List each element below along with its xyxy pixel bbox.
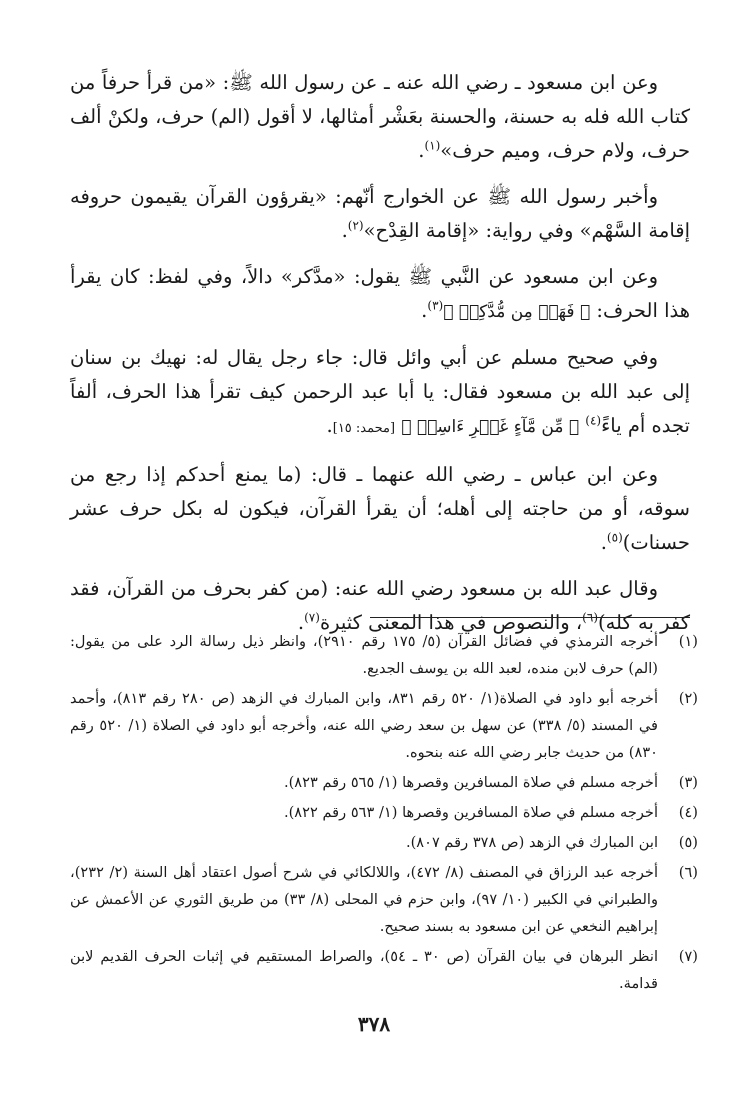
footnote-number: (٦) bbox=[678, 864, 698, 881]
paragraph-4: وفي صحيح مسلم عن أبي وائل قال: جاء رجل يقال له: نهيك بن سنان إلى عبد الله بن مسعود فقال: يا أبا عبد الرحمن كيف تقرأ هذا الحرف، ألفاً تجده أم ياءً$^{(٤)}$ ﴿ مِّن مَّآءٍ غَيۡرِ ءَاسِنٖ ﴾ [محمد: ١٥]. bbox=[70, 346, 690, 437]
footnote-ref-6[interactable]: (٦) bbox=[582, 610, 598, 625]
footnote-6 bbox=[70, 859, 698, 940]
footnote-text: ابن المبارك في الزهد (ص ٣٧٨ رقم ٨٠٧). bbox=[405, 834, 658, 851]
footnote-ref-1[interactable]: (١) bbox=[424, 138, 441, 153]
footnote-3 bbox=[70, 769, 698, 796]
page-number: ٣٧٨ bbox=[357, 1012, 391, 1036]
verse-reference: [محمد: ١٥] bbox=[332, 421, 396, 436]
footnote-2 bbox=[70, 685, 698, 766]
footnote-4 bbox=[70, 799, 698, 826]
footnote-number: (٣) bbox=[678, 774, 698, 791]
footnote-7 bbox=[70, 943, 698, 997]
footnote-number: (٤) bbox=[678, 804, 698, 821]
footnote-ref-2[interactable]: (٢) bbox=[347, 218, 364, 233]
footnote-text: أخرجه عبد الرزاق في المصنف (٨/ ٤٧٢)، واللالكائي في شرح أصول اعتقاد أهل السنة (٢/ ٢٣٢)، والطبراني في الكبير (١٠/ ٩٧)، وابن حزم في المحلى (٨/ ٣٣) من طريق الثوري عن الأعمش عن إبراهيم النخعي عن ابن مسعود به بسند صحيح. bbox=[70, 864, 658, 935]
footnotes bbox=[70, 628, 698, 1000]
footnote-ref-5[interactable]: (٥) bbox=[606, 530, 623, 545]
footnote-number: (٥) bbox=[678, 834, 698, 851]
paragraph-6: وقال عبد الله بن مسعود رضي الله عنه: (من كفر بحرف من القرآن، فقد كفر به كله)$^{(٦)}$، والنصوص في هذا المعنى كثيرة$^{(٧)}$. bbox=[70, 577, 690, 634]
paragraph-3: وعن ابن مسعود عن النَّبي ﷺ يقول: «مدَّكر» دالاً، وفي لفظ: كان يقرأ هذا الحرف: ﴿ فَهَلۡ مِن مُّدَّكِرٖ ﴾$^{(٣)}$. bbox=[70, 265, 690, 322]
main-text bbox=[70, 66, 690, 652]
footnote-number: (٢) bbox=[678, 690, 698, 707]
paragraph-5: وعن ابن عباس ـ رضي الله عنهما ـ قال: (ما يمنع أحدكم إذا رجع من سوقه، أو من حاجته إلى أهله؛ أن يقرأ القرآن، فيكون له بكل حرف عشر حسنات)$^{(٥)}$. bbox=[70, 463, 690, 554]
quran-verse: ﴿ فَهَلۡ مِن مُّدَّكِرٖ ﴾ bbox=[443, 302, 591, 322]
footnote-text: أخرجه مسلم في صلاة المسافرين وقصرها (١/ ٥٦٣ رقم ٨٢٢). bbox=[283, 804, 658, 821]
paragraph-2: وأخبر رسول الله ﷺ عن الخوارج أنّهم: «يقرؤون القرآن يقيمون حروفه إقامة السَّهْم» وفي رواية: «إقامة القِدْح»$^{(٢)}$. bbox=[70, 185, 690, 242]
footnote-text: أخرجه أبو داود في الصلاة(١/ ٥٢٠ رقم ٨٣١، وابن المبارك في الزهد (ص ٢٨٠ رقم ٨١٣)، وأحمد في المسند (٥/ ٣٣٨) عن سهل بن سعد رضي الله عنه، وأخرجه أبو داود في الصلاة (١/ ٥٢٠ رقم ٨٣٠) من حديث جابر رضي الله عنه بنحوه. bbox=[70, 690, 659, 761]
footnote-ref-4[interactable]: (٤) bbox=[585, 413, 602, 428]
footnote-number: (٧) bbox=[678, 948, 698, 965]
footnote-text: أخرجه الترمذي في فضائل القرآن (٥/ ١٧٥ رقم ٢٩١٠)، وانظر ذيل رسالة الرد على من يقول: (الم) حرف لابن منده، لعبد الله بن يوسف الجديع. bbox=[70, 633, 659, 677]
footnote-ref-3[interactable]: (٣) bbox=[427, 298, 444, 313]
footnote-1 bbox=[70, 628, 698, 682]
paragraph-1: وعن ابن مسعود ـ رضي الله عنه ـ عن رسول الله ﷺ: «من قرأ حرفاً من كتاب الله فله به حسنة، والحسنة بعَشْر أمثالها، لا أقول (الم) حرف، ولكنْ ألف حرف، ولام حرف، وميم حرف»$^{(١)}$. bbox=[70, 71, 690, 162]
footnote-5 bbox=[70, 829, 698, 856]
footnote-number: (١) bbox=[678, 633, 698, 650]
footnote-text: انظر البرهان في بيان القرآن (ص ٣٠ ـ ٥٤)، والصراط المستقيم في إثبات الحرف القديم لابن قدامة. bbox=[70, 948, 658, 992]
footnote-divider bbox=[370, 617, 690, 618]
quran-verse: ﴿ مِّن مَّآءٍ غَيۡرِ ءَاسِنٖ ﴾ bbox=[401, 417, 580, 437]
footnote-ref-7[interactable]: (٧) bbox=[304, 610, 320, 625]
footnote-text: أخرجه مسلم في صلاة المسافرين وقصرها (١/ ٥٦٥ رقم ٨٢٣). bbox=[283, 774, 658, 791]
